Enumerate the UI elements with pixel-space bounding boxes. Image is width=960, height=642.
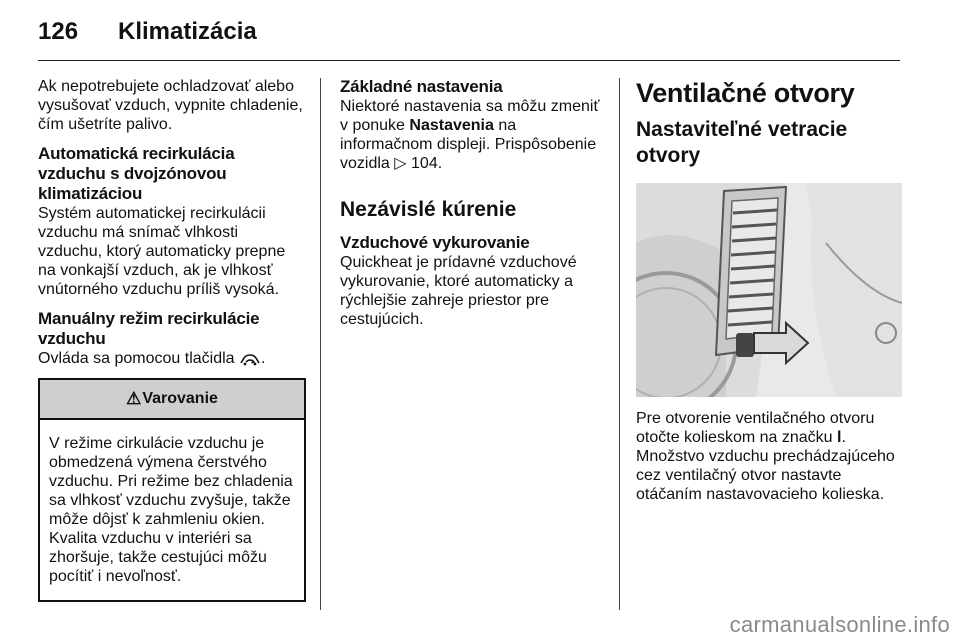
recirculation-icon: [239, 352, 261, 366]
manual-recirculation-text: [38, 349, 306, 368]
manual-text: Ovláda sa pomocou tlačidla: [38, 350, 235, 367]
column-divider-2: [619, 78, 620, 610]
manual-text-end: .: [261, 350, 266, 367]
column-divider-1: [320, 78, 321, 610]
air-heating-heading: Vzduchové vykurovanie: [340, 233, 530, 252]
page-reference-icon: ▷: [394, 155, 407, 172]
page-number: 126: [38, 18, 79, 45]
independent-heater-heading: Nezávislé kúrenie: [340, 198, 517, 221]
air-vent-illustration: [636, 183, 902, 397]
vent-open-text: [636, 409, 904, 447]
basic-text-part1: Niektoré nastavenia sa môžu zmeniť v ponuke: [340, 98, 600, 134]
watermark: carmanualsonline.info: [729, 612, 950, 637]
settings-menu-name: Nastavenia: [409, 117, 494, 134]
page-title: Klimatizácia: [118, 18, 257, 45]
section-title: Ventilačné otvory: [636, 78, 855, 108]
open-mark: l: [837, 429, 842, 446]
auto-recirculation-text: Systém automatickej recirkulácii vzduchu má snímač vlhkosti vzduchu, ktorý automaticky prepne na vonkajší vzduch, ak je vlhkosť vnútorného vzduchu príliš vysoká.: [38, 205, 286, 298]
basic-settings-heading: Základné nastavenia: [340, 77, 503, 96]
manual-recirculation-heading: Manuálny režim recirkulácie vzduchu: [38, 309, 260, 348]
column-middle: [340, 77, 605, 329]
auto-recirculation-heading: Automatická recirkulácia vzduchu s dvojzónovou klimatizáciou: [38, 144, 235, 203]
vent-open-text-end: .: [841, 429, 846, 446]
basic-settings-text: [340, 97, 605, 173]
air-heating-text: Quickheat je prídavné vzduchové vykurovanie, ktoré automaticky a rýchlejšie zahreje priestor pre cestujúcich.: [340, 254, 577, 328]
warning-title: Varovanie: [142, 390, 218, 407]
warning-header: [40, 380, 304, 420]
warning-text: V režime cirkulácie vzduchu je obmedzená výmena čerstvého vzduchu. Pri režime bez chladenia sa vlhkosť vzduchu zvyšuje, takže môže dôjsť k zahmleniu okien. Kvalita vzduchu v interiéri sa zhoršuje, takže cestujúci môžu pocítiť i nevoľnosť.: [49, 435, 293, 585]
column-right: [636, 77, 904, 504]
section-subtitle: Nastaviteľné vetracie otvory: [636, 118, 848, 167]
basic-text-part2: na informačnom displeji. Prispôsobenie vozidla: [340, 117, 597, 172]
page-header: [38, 18, 898, 60]
intro-paragraph: Ak nepotrebujete ochladzovať alebo vysušovať vzduch, vypnite chladenie, čím ušetríte palivo.: [38, 78, 303, 133]
header-rule: [38, 60, 900, 61]
vent-open-text-main: Pre otvorenie ventilačného otvoru otočte kolieskom na značku: [636, 410, 875, 446]
warning-box: [38, 378, 306, 602]
column-left: [38, 77, 306, 602]
airflow-text: Množstvo vzduchu prechádzajúceho cez ventilačný otvor nastavte otáčaním nastavovacieho kolieska.: [636, 448, 895, 503]
reference-page: 104.: [411, 155, 443, 172]
warning-body: [40, 420, 304, 600]
warning-triangle-icon: ⚠: [126, 389, 142, 408]
